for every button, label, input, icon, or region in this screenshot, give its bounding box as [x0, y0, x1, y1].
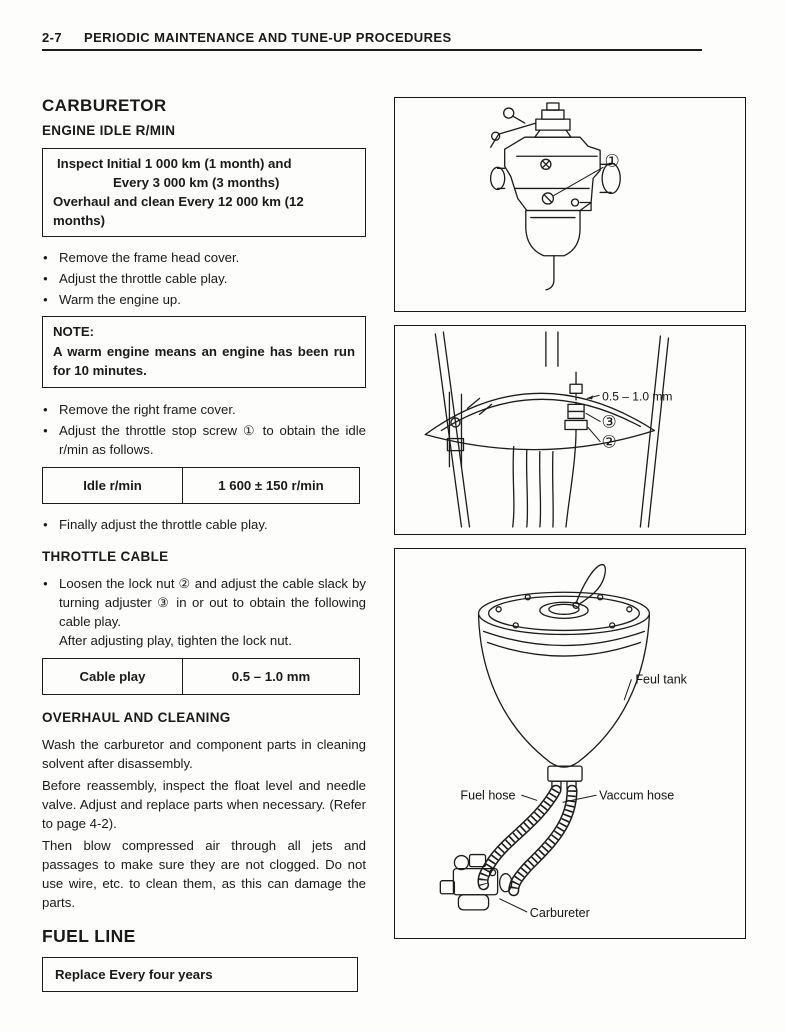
maintenance-interval-box — [42, 148, 366, 237]
tank-sketch — [479, 565, 650, 790]
fuel-tank-figure — [394, 548, 746, 939]
text-column — [42, 96, 366, 992]
play-dimension-label: 0.5 – 1.0 mm — [602, 389, 673, 404]
list-item: ● Warm the engine up. — [42, 290, 366, 309]
section-title-fuel-line: FUEL LINE — [42, 926, 136, 946]
carburetor-sketch — [491, 103, 621, 290]
list-item: ● Remove the frame head cover. — [42, 248, 366, 267]
fuel-tank-label: Feul tank — [635, 672, 687, 687]
page-number: 2-7 — [42, 30, 62, 45]
interval-line: Every 3 000 km (3 months) — [113, 175, 280, 190]
list-item: ● Adjust the throttle cable play. — [42, 269, 366, 288]
page-title: PERIODIC MAINTENANCE AND TUNE-UP PROCEDURES — [84, 30, 452, 45]
idle-speed-table — [42, 467, 360, 504]
vacuum-hose-label: Vaccum hose — [599, 788, 675, 803]
fuel-tank-drawing — [395, 549, 745, 938]
paragraph: Before reassembly, inspect the float level and needle valve. Adjust and replace parts when necessary. (Refer to page 4-2). — [42, 778, 366, 831]
subsection-throttle-cable: THROTTLE CABLE — [42, 549, 169, 564]
callout-2: ② — [601, 432, 617, 452]
carburetor-label: Carbureter — [529, 905, 590, 920]
list-item: ● Adjust the throttle stop screw ① to obtain the idle r/min as follows. — [42, 421, 366, 459]
replace-interval-box: Replace Every four years — [42, 957, 358, 992]
bullet-text: After adjusting play, tighten the lock nut. — [59, 633, 292, 648]
carburetor-figure — [394, 97, 746, 312]
figure-column — [394, 97, 746, 939]
hoses-sketch — [483, 790, 572, 891]
paragraph: Wash the carburetor and component parts in cleaning solvent after disassembly. — [42, 737, 366, 771]
page-header — [42, 30, 702, 51]
prep-steps-list — [42, 248, 366, 309]
arrowhead — [587, 395, 593, 399]
throttle-adjuster-drawing — [395, 326, 745, 534]
fuel-hose-label: Fuel hose — [460, 788, 516, 803]
callout-1: ① — [604, 151, 620, 171]
interval-line: Overhaul and clean Every 12 000 km (12 months) — [53, 194, 304, 228]
list-item: ● Finally adjust the throttle cable play. — [42, 515, 366, 534]
section-title-carburetor: CARBURETOR — [42, 96, 167, 115]
interval-line: Inspect Initial 1 000 km (1 month) and — [57, 156, 292, 171]
spec-label: Cable play — [43, 659, 183, 694]
throttle-cable-list — [42, 574, 366, 650]
callout-leader-line — [554, 167, 603, 195]
bullet-text: ● Loosen the lock nut ② and adjust the cable slack by turning adjuster ③ in or out to obtain the following cable play. — [59, 576, 366, 629]
carburetor-small-sketch — [440, 855, 511, 910]
cable-play-table — [42, 658, 360, 695]
spec-value: 1 600 ± 150 r/min — [218, 478, 324, 493]
paragraph: Then blow compressed air through all jets and passages to make sure they are not clogged. Do not use wire, etc. to clean them, as this can damage the parts. — [42, 838, 366, 910]
carburetor-drawing — [395, 98, 745, 311]
final-step-list — [42, 515, 366, 534]
note-box — [42, 316, 366, 388]
adjust-steps-list — [42, 400, 366, 459]
list-item — [42, 574, 366, 650]
steering-area-sketch — [425, 332, 668, 527]
throttle-adjuster-figure — [394, 325, 746, 535]
note-label: NOTE: — [53, 324, 95, 339]
subsection-engine-idle: ENGINE IDLE R/MIN — [42, 123, 176, 138]
list-item: ● Remove the right frame cover. — [42, 400, 366, 419]
callout-3: ③ — [601, 412, 617, 432]
spec-label: Idle r/min — [43, 468, 183, 503]
subsection-overhaul: OVERHAUL AND CLEANING — [42, 710, 231, 725]
note-text: A warm engine means an engine has been run for 10 minutes. — [53, 344, 355, 378]
spec-value: 0.5 – 1.0 mm — [231, 669, 311, 684]
